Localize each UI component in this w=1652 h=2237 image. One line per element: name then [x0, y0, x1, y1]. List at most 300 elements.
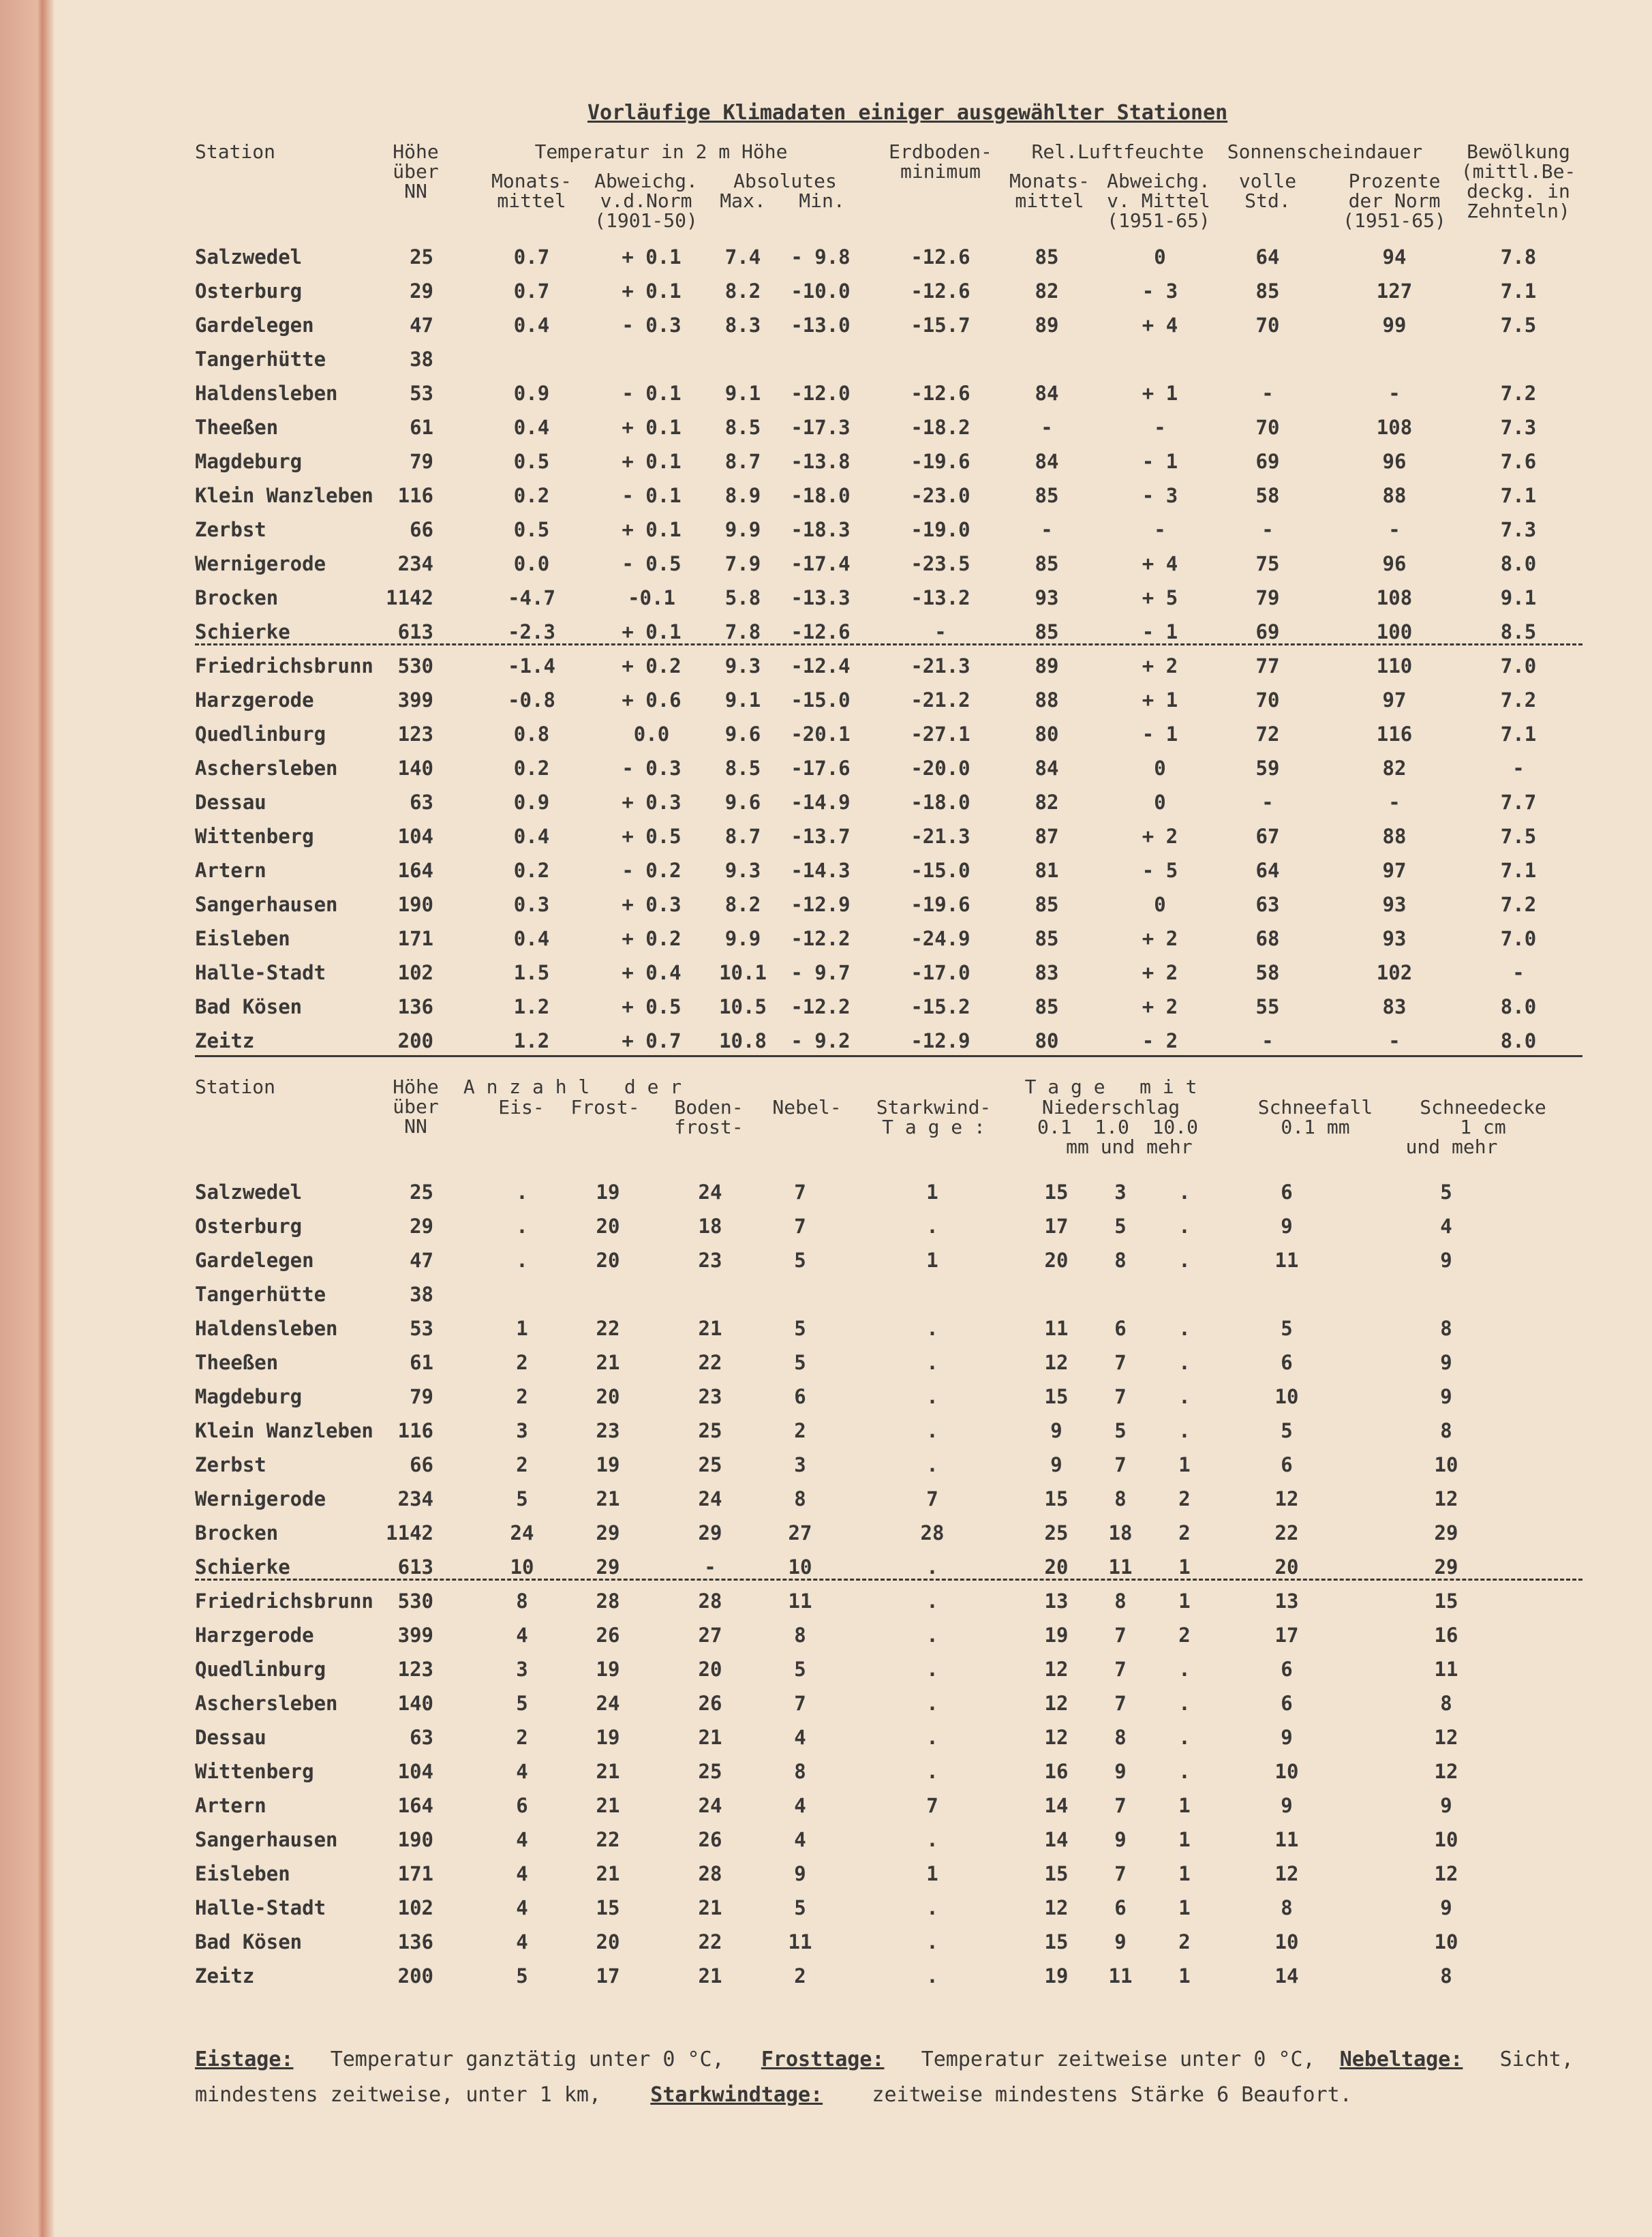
t2-cell-nebel: 2	[794, 1419, 806, 1442]
t1-cell-sonne-std: 64	[1255, 245, 1280, 269]
t1-cell-luft-mittel: 85	[1035, 552, 1059, 575]
t2-header-schneefall: Schneefall 0.1 mm	[1257, 1096, 1373, 1138]
t2-cell-hoehe: 61	[410, 1351, 433, 1374]
t1-cell-min: -18.0	[791, 484, 851, 507]
t1-cell-luft-abweichung: - 1	[1142, 450, 1178, 473]
t1-cell-max: 8.2	[724, 893, 761, 916]
t2-cell-frost: 26	[596, 1624, 620, 1647]
t2-cell-schneefall: 8	[1281, 1896, 1293, 1919]
t2-cell-frost: 19	[596, 1658, 620, 1681]
t1-cell-erdboden: -18.0	[911, 791, 970, 814]
t1-cell-bewoelkung: -	[1512, 961, 1525, 984]
t1-cell-min: - 9.2	[791, 1029, 851, 1052]
t1-cell-min: -17.4	[791, 552, 851, 575]
t2-cell-hoehe: 140	[397, 1692, 433, 1715]
t2-cell-nieder-10-0: 1	[1178, 1964, 1191, 1988]
t2-cell-station: Theeßen	[195, 1351, 279, 1374]
t2-cell-nieder-10-0: .	[1178, 1385, 1191, 1408]
t2-cell-nieder-0-1: 19	[1044, 1964, 1069, 1988]
t2-cell-bodenfrost: 23	[698, 1385, 722, 1408]
t2-cell-nieder-0-1: 19	[1044, 1624, 1069, 1647]
t2-cell-eis: 4	[516, 1760, 528, 1783]
t2-cell-frost: 20	[596, 1215, 620, 1238]
t1-cell-monatsmittel: -1.4	[508, 654, 555, 678]
t1-cell-max: 7.9	[724, 552, 761, 575]
t1-cell-min: -12.6	[791, 620, 851, 643]
t1-cell-min: -17.3	[791, 416, 851, 439]
t2-cell-nieder-10-0: 2	[1178, 1487, 1191, 1510]
t2-cell-starkwind: .	[926, 1385, 938, 1408]
t2-cell-station: Sangerhausen	[195, 1828, 338, 1851]
t2-cell-nieder-1-0: 18	[1108, 1521, 1133, 1544]
t1-cell-monatsmittel: 0.0	[513, 552, 550, 575]
t1-cell-luft-mittel: 87	[1035, 825, 1059, 848]
t2-cell-station: Haldensleben	[195, 1317, 338, 1340]
t2-cell-nieder-1-0: 8	[1114, 1726, 1127, 1749]
t2-cell-bodenfrost: 27	[698, 1624, 722, 1647]
t2-cell-nebel: 8	[794, 1487, 806, 1510]
t2-cell-frost: 21	[596, 1862, 620, 1885]
t1-cell-max: 8.5	[724, 416, 761, 439]
t1-cell-monatsmittel: 0.7	[513, 245, 550, 269]
t2-cell-starkwind: .	[926, 1317, 938, 1340]
document-page	[55, 0, 1652, 2237]
t2-cell-hoehe: 136	[397, 1930, 433, 1953]
t2-header-und-mehr: und mehr	[1405, 1136, 1498, 1158]
t1-cell-sonne-std: 85	[1255, 279, 1280, 303]
t1-cell-sonne-std: -	[1261, 518, 1274, 541]
t2-cell-nieder-1-0: 7	[1114, 1658, 1127, 1681]
t2-cell-nebel: 4	[794, 1726, 806, 1749]
t2-cell-nieder-1-0: 9	[1114, 1828, 1127, 1851]
t2-cell-bodenfrost: 26	[698, 1692, 722, 1715]
t2-cell-hoehe: 53	[410, 1317, 433, 1340]
t1-cell-hoehe: 25	[410, 245, 433, 269]
t1-cell-sonne-prozent: 99	[1382, 314, 1407, 337]
t1-cell-luft-abweichung: - 1	[1142, 620, 1178, 643]
t2-cell-nieder-0-1: 15	[1044, 1930, 1069, 1953]
t1-cell-min: -15.0	[791, 688, 851, 712]
t2-cell-eis: 8	[516, 1589, 528, 1613]
t2-cell-nieder-1-0: 9	[1114, 1930, 1127, 1953]
t2-cell-frost: 17	[596, 1964, 620, 1988]
t2-cell-hoehe: 79	[410, 1385, 433, 1408]
t2-header-schneedecke: Schneedecke 1 cm	[1420, 1096, 1546, 1138]
t1-cell-min: -13.3	[791, 586, 851, 609]
t2-cell-nieder-0-1: 15	[1044, 1487, 1069, 1510]
t1-cell-sonne-std: 59	[1255, 757, 1280, 780]
t1-cell-sonne-std: 69	[1255, 620, 1280, 643]
t1-cell-station: Bad Kösen	[195, 995, 303, 1018]
t1-cell-station: Zeitz	[195, 1029, 255, 1052]
t1-cell-bewoelkung: 8.0	[1500, 995, 1537, 1018]
t1-cell-abweichung: - 0.1	[622, 484, 682, 507]
t1-cell-erdboden: -23.5	[911, 552, 970, 575]
t2-cell-schneefall: 12	[1274, 1862, 1299, 1885]
t2-cell-frost: 21	[596, 1760, 620, 1783]
t2-cell-schneedecke: 29	[1434, 1555, 1458, 1579]
t1-cell-max: 8.5	[724, 757, 761, 780]
t2-cell-station: Klein Wanzleben	[195, 1419, 373, 1442]
t1-header-hoehe: Höhe über NN	[393, 140, 439, 202]
t2-cell-eis: 24	[510, 1521, 534, 1544]
t1-cell-min: -14.9	[791, 791, 851, 814]
t1-header-absolutes: Absolutes	[733, 170, 837, 192]
t2-cell-bodenfrost: 24	[698, 1181, 722, 1204]
t1-cell-sonne-prozent: 127	[1376, 279, 1413, 303]
t1-cell-luft-abweichung: + 1	[1142, 688, 1178, 712]
t1-cell-bewoelkung: 8.0	[1500, 552, 1537, 575]
t1-cell-luft-mittel: -	[1041, 518, 1053, 541]
t1-region-divider	[195, 643, 1582, 645]
t2-region-divider	[195, 1579, 1582, 1581]
t1-cell-bewoelkung: 7.2	[1500, 688, 1537, 712]
t1-cell-station: Artern	[195, 859, 266, 882]
t2-cell-schneefall: 9	[1281, 1794, 1293, 1817]
t1-cell-sonne-std: -	[1261, 1029, 1274, 1052]
t1-cell-sonne-prozent: 97	[1382, 688, 1407, 712]
t2-cell-nieder-10-0: .	[1178, 1726, 1191, 1749]
t1-header-sonnenschein: Sonnenscheindauer	[1227, 140, 1423, 163]
t1-cell-bewoelkung: 7.5	[1500, 314, 1537, 337]
t1-cell-sonne-prozent: 97	[1382, 859, 1407, 882]
t1-cell-sonne-std: 58	[1255, 484, 1280, 507]
t1-cell-min: -12.4	[791, 654, 851, 678]
t1-cell-monatsmittel: 0.4	[513, 825, 550, 848]
t2-cell-schneefall: 13	[1274, 1589, 1299, 1613]
t2-cell-schneefall: 11	[1274, 1249, 1299, 1272]
t1-cell-sonne-std: 69	[1255, 450, 1280, 473]
t2-cell-nieder-0-1: 11	[1044, 1317, 1069, 1340]
t2-cell-bodenfrost: 22	[698, 1351, 722, 1374]
t1-cell-erdboden: -20.0	[911, 757, 970, 780]
t1-header-luft-mittel: Monats- mittel	[1009, 170, 1090, 212]
t1-cell-hoehe: 123	[397, 722, 433, 746]
t2-cell-schneefall: 14	[1274, 1964, 1299, 1988]
t1-cell-sonne-prozent: 110	[1376, 654, 1413, 678]
t1-cell-min: -12.2	[791, 927, 851, 950]
t2-cell-starkwind: .	[926, 1726, 938, 1749]
t1-cell-station: Wittenberg	[195, 825, 314, 848]
t2-cell-hoehe: 63	[410, 1726, 433, 1749]
t2-cell-nieder-10-0: 1	[1178, 1862, 1191, 1885]
t1-cell-hoehe: 63	[410, 791, 433, 814]
t1-cell-luft-mittel: 85	[1035, 927, 1059, 950]
t2-cell-schneedecke: 9	[1440, 1249, 1452, 1272]
t2-cell-nieder-10-0: .	[1178, 1249, 1191, 1272]
t2-cell-starkwind: 7	[926, 1794, 938, 1817]
t2-cell-nebel: 3	[794, 1453, 806, 1476]
t2-cell-nieder-10-0: .	[1178, 1692, 1191, 1715]
t1-cell-sonne-std: 75	[1255, 552, 1280, 575]
t2-cell-nieder-1-0: 6	[1114, 1896, 1127, 1919]
t2-cell-schneedecke: 8	[1440, 1317, 1452, 1340]
t2-cell-nebel: 7	[794, 1181, 806, 1204]
t1-cell-max: 7.8	[724, 620, 761, 643]
t2-cell-nieder-0-1: 15	[1044, 1385, 1069, 1408]
t1-cell-luft-mittel: 88	[1035, 688, 1059, 712]
t1-header-min: Min.	[799, 189, 845, 212]
t2-cell-nieder-10-0: .	[1178, 1215, 1191, 1238]
t2-cell-bodenfrost: 24	[698, 1487, 722, 1510]
t1-cell-erdboden: -13.2	[911, 586, 970, 609]
t1-cell-monatsmittel: 1.2	[513, 1029, 550, 1052]
t2-cell-schneedecke: 10	[1434, 1828, 1458, 1851]
t1-cell-erdboden: -15.2	[911, 995, 970, 1018]
t1-cell-sonne-prozent: -	[1388, 518, 1401, 541]
t2-cell-nebel: 5	[794, 1351, 806, 1374]
t1-cell-erdboden: -24.9	[911, 927, 970, 950]
t1-cell-erdboden: -12.6	[911, 245, 970, 269]
t1-cell-abweichung: - 0.1	[622, 382, 682, 405]
t1-cell-abweichung: + 0.4	[622, 961, 682, 984]
t2-cell-schneefall: 12	[1274, 1487, 1299, 1510]
t2-cell-nieder-1-0: 7	[1114, 1351, 1127, 1374]
t2-cell-starkwind: .	[926, 1828, 938, 1851]
t1-cell-max: 10.8	[719, 1029, 767, 1052]
t1-cell-erdboden: -15.7	[911, 314, 970, 337]
t2-cell-schneedecke: 8	[1440, 1964, 1452, 1988]
t1-cell-min: -12.0	[791, 382, 851, 405]
t2-cell-nieder-0-1: 15	[1044, 1181, 1069, 1204]
t2-cell-hoehe: 613	[397, 1555, 433, 1579]
footnote-eistage-label: Eistage:	[195, 2048, 294, 2071]
t1-cell-monatsmittel: 0.9	[513, 791, 550, 814]
t1-cell-station: Wernigerode	[195, 552, 326, 575]
t1-cell-sonne-prozent: 94	[1382, 245, 1407, 269]
t2-cell-schneedecke: 16	[1434, 1624, 1458, 1647]
t1-cell-monatsmittel: 0.2	[513, 484, 550, 507]
t1-cell-station: Tangerhütte	[195, 348, 326, 371]
t2-cell-starkwind: 7	[926, 1487, 938, 1510]
t2-cell-nieder-0-1: 9	[1050, 1419, 1062, 1442]
t1-cell-hoehe: 66	[410, 518, 433, 541]
t1-cell-max: 8.3	[724, 314, 761, 337]
t2-cell-bodenfrost: 25	[698, 1419, 722, 1442]
t1-cell-abweichung: + 0.7	[622, 1029, 682, 1052]
t2-cell-nieder-0-1: 12	[1044, 1896, 1069, 1919]
t2-cell-schneedecke: 12	[1434, 1760, 1458, 1783]
t1-header-luft-abweichung: Abweichg. v. Mittel (1951-65)	[1107, 170, 1210, 232]
t1-cell-luft-abweichung: 0	[1154, 791, 1166, 814]
document-title: Vorläufige Klimadaten einiger ausgewählter Stationen	[587, 101, 1228, 125]
t2-cell-bodenfrost: 20	[698, 1658, 722, 1681]
t1-header-max: Max.	[720, 189, 766, 212]
t1-cell-abweichung: - 0.2	[622, 859, 682, 882]
t1-cell-erdboden: -27.1	[911, 722, 970, 746]
t2-cell-schneefall: 10	[1274, 1760, 1299, 1783]
t1-cell-monatsmittel: -0.8	[508, 688, 555, 712]
t1-cell-erdboden: -	[934, 620, 947, 643]
t1-cell-luft-abweichung: + 2	[1142, 961, 1178, 984]
t1-cell-bewoelkung: 7.2	[1500, 893, 1537, 916]
t2-cell-schneefall: 22	[1274, 1521, 1299, 1544]
t2-cell-nieder-1-0: 9	[1114, 1760, 1127, 1783]
t1-cell-luft-mittel: 82	[1035, 791, 1059, 814]
t1-cell-hoehe: 79	[410, 450, 433, 473]
t2-cell-schneedecke: 4	[1440, 1215, 1452, 1238]
t1-cell-station: Eisleben	[195, 927, 290, 950]
t2-cell-nieder-1-0: 6	[1114, 1317, 1127, 1340]
t2-cell-starkwind: .	[926, 1453, 938, 1476]
t2-cell-eis: 2	[516, 1351, 528, 1374]
t2-cell-nieder-10-0: 1	[1178, 1896, 1191, 1919]
t2-cell-nebel: 8	[794, 1624, 806, 1647]
t1-cell-hoehe: 116	[397, 484, 433, 507]
t2-cell-station: Bad Kösen	[195, 1930, 303, 1953]
t2-cell-frost: 19	[596, 1726, 620, 1749]
t1-cell-bewoelkung: 7.0	[1500, 927, 1537, 950]
t2-cell-hoehe: 123	[397, 1658, 433, 1681]
t2-cell-station: Wittenberg	[195, 1760, 314, 1783]
t2-cell-station: Aschersleben	[195, 1692, 338, 1715]
t1-cell-luft-abweichung: + 5	[1142, 586, 1178, 609]
t1-header-monatsmittel: Monats- mittel	[491, 170, 572, 212]
t1-cell-min: -17.6	[791, 757, 851, 780]
t1-cell-station: Friedrichsbrunn	[195, 654, 373, 678]
t2-cell-nieder-1-0: 5	[1114, 1215, 1127, 1238]
t1-cell-station: Brocken	[195, 586, 279, 609]
t2-cell-station: Artern	[195, 1794, 266, 1817]
t1-cell-hoehe: 190	[397, 893, 433, 916]
t1-cell-hoehe: 38	[410, 348, 433, 371]
t1-cell-monatsmittel: -4.7	[508, 586, 555, 609]
t1-cell-abweichung: + 0.5	[622, 995, 682, 1018]
t2-cell-nebel: 5	[794, 1249, 806, 1272]
t1-cell-sonne-prozent: 93	[1382, 893, 1407, 916]
page-edge-shadow	[0, 0, 55, 2237]
t1-cell-sonne-prozent: -	[1388, 791, 1401, 814]
t2-cell-hoehe: 66	[410, 1453, 433, 1476]
t1-cell-abweichung: - 0.5	[622, 552, 682, 575]
t2-cell-station: Friedrichsbrunn	[195, 1589, 373, 1613]
t2-cell-nieder-0-1: 12	[1044, 1726, 1069, 1749]
t2-cell-schneedecke: 8	[1440, 1692, 1452, 1715]
t1-cell-luft-mittel: -	[1041, 416, 1053, 439]
t1-cell-station: Dessau	[195, 791, 266, 814]
t1-cell-luft-mittel: 85	[1035, 995, 1059, 1018]
t2-cell-nieder-0-1: 12	[1044, 1692, 1069, 1715]
t1-cell-luft-abweichung: + 4	[1142, 552, 1178, 575]
t1-cell-monatsmittel: 0.4	[513, 416, 550, 439]
t2-cell-bodenfrost: 21	[698, 1726, 722, 1749]
t1-cell-sonne-prozent: 102	[1376, 961, 1413, 984]
t1-cell-luft-abweichung: - 2	[1142, 1029, 1178, 1052]
t1-cell-abweichung: + 0.5	[622, 825, 682, 848]
t1-cell-luft-mittel: 84	[1035, 450, 1059, 473]
t1-cell-station: Harzgerode	[195, 688, 314, 712]
t2-header-boden: Boden- frost-	[674, 1096, 744, 1138]
t1-cell-min: -20.1	[791, 722, 851, 746]
t1-header-temperatur: Temperatur in 2 m Höhe	[534, 140, 788, 163]
t2-cell-bodenfrost: 24	[698, 1794, 722, 1817]
t2-cell-frost: 19	[596, 1181, 620, 1204]
table-separator-rule	[195, 1055, 1582, 1057]
t1-cell-hoehe: 102	[397, 961, 433, 984]
t2-cell-nieder-0-1: 20	[1044, 1555, 1069, 1579]
footnote-starkwind-text: zeitweise mindestens Stärke 6 Beaufort.	[872, 2083, 1352, 2107]
t1-cell-station: Halle-Stadt	[195, 961, 326, 984]
t1-cell-bewoelkung: 7.8	[1500, 245, 1537, 269]
t1-cell-bewoelkung: 7.3	[1500, 416, 1537, 439]
t2-cell-starkwind: .	[926, 1658, 938, 1681]
t2-cell-hoehe: 47	[410, 1249, 433, 1272]
footnote-line-1	[195, 2048, 1574, 2071]
t1-cell-station: Theeßen	[195, 416, 279, 439]
t1-cell-hoehe: 613	[397, 620, 433, 643]
t1-cell-monatsmittel: 0.4	[513, 314, 550, 337]
t1-cell-sonne-prozent: 96	[1382, 552, 1407, 575]
t2-cell-eis: .	[516, 1215, 528, 1238]
t2-cell-nieder-0-1: 16	[1044, 1760, 1069, 1783]
t1-cell-abweichung: - 0.3	[622, 757, 682, 780]
t1-cell-luft-abweichung: - 5	[1142, 859, 1178, 882]
t1-cell-luft-abweichung: + 2	[1142, 995, 1178, 1018]
t1-cell-monatsmittel: 0.4	[513, 927, 550, 950]
t1-cell-station: Osterburg	[195, 279, 303, 303]
t2-cell-starkwind: .	[926, 1215, 938, 1238]
t2-cell-schneefall: 5	[1281, 1419, 1293, 1442]
t2-header-tage-mit: T a g e m i t	[1024, 1076, 1197, 1098]
t2-cell-nieder-0-1: 14	[1044, 1828, 1069, 1851]
t2-cell-nieder-1-0: 7	[1114, 1453, 1127, 1476]
t1-cell-luft-mittel: 93	[1035, 586, 1059, 609]
t2-cell-schneefall: 6	[1281, 1181, 1293, 1204]
t1-cell-max: 9.1	[724, 688, 761, 712]
t1-cell-min: -14.3	[791, 859, 851, 882]
t2-cell-starkwind: .	[926, 1692, 938, 1715]
t1-cell-monatsmittel: 0.2	[513, 757, 550, 780]
t1-cell-bewoelkung: 7.0	[1500, 654, 1537, 678]
t2-header-niederschlag-stufen: 0.1 1.0 10.0 mm und mehr	[1037, 1116, 1199, 1158]
t2-cell-starkwind: 28	[920, 1521, 945, 1544]
t2-cell-eis: 3	[516, 1419, 528, 1442]
footnote-eistage-text: Temperatur ganztätig unter 0 °C,	[330, 2048, 724, 2071]
t1-cell-max: 8.2	[724, 279, 761, 303]
t2-cell-station: Quedlinburg	[195, 1658, 326, 1681]
t2-cell-schneedecke: 5	[1440, 1181, 1452, 1204]
t1-cell-max: 9.9	[724, 927, 761, 950]
t1-cell-sonne-prozent: 108	[1376, 586, 1413, 609]
t2-cell-nieder-1-0: 8	[1114, 1487, 1127, 1510]
t2-cell-starkwind: .	[926, 1351, 938, 1374]
footnote-nebeltage-label: Nebeltage:	[1339, 2048, 1463, 2071]
t2-cell-station: Harzgerode	[195, 1624, 314, 1647]
t2-cell-hoehe: 102	[397, 1896, 433, 1919]
t2-cell-eis: 4	[516, 1896, 528, 1919]
t2-cell-station: Gardelegen	[195, 1249, 314, 1272]
t2-cell-nebel: 5	[794, 1896, 806, 1919]
t2-cell-nieder-0-1: 15	[1044, 1862, 1069, 1885]
t2-cell-station: Magdeburg	[195, 1385, 303, 1408]
t1-cell-sonne-prozent: 100	[1376, 620, 1413, 643]
t1-cell-abweichung: + 0.1	[622, 416, 682, 439]
t2-cell-eis: 6	[516, 1794, 528, 1817]
t2-cell-nieder-10-0: 1	[1178, 1794, 1191, 1817]
t1-cell-station: Klein Wanzleben	[195, 484, 373, 507]
t1-cell-hoehe: 234	[397, 552, 433, 575]
t1-cell-hoehe: 47	[410, 314, 433, 337]
t1-cell-hoehe: 530	[397, 654, 433, 678]
t1-cell-abweichung: + 0.3	[622, 893, 682, 916]
t2-cell-eis: 4	[516, 1862, 528, 1885]
t2-cell-frost: 19	[596, 1453, 620, 1476]
t1-cell-monatsmittel: 0.5	[513, 450, 550, 473]
t2-cell-station: Zeitz	[195, 1964, 255, 1988]
t1-cell-luft-mittel: 80	[1035, 1029, 1059, 1052]
t2-cell-schneefall: 10	[1274, 1930, 1299, 1953]
t1-cell-min: -10.0	[791, 279, 851, 303]
